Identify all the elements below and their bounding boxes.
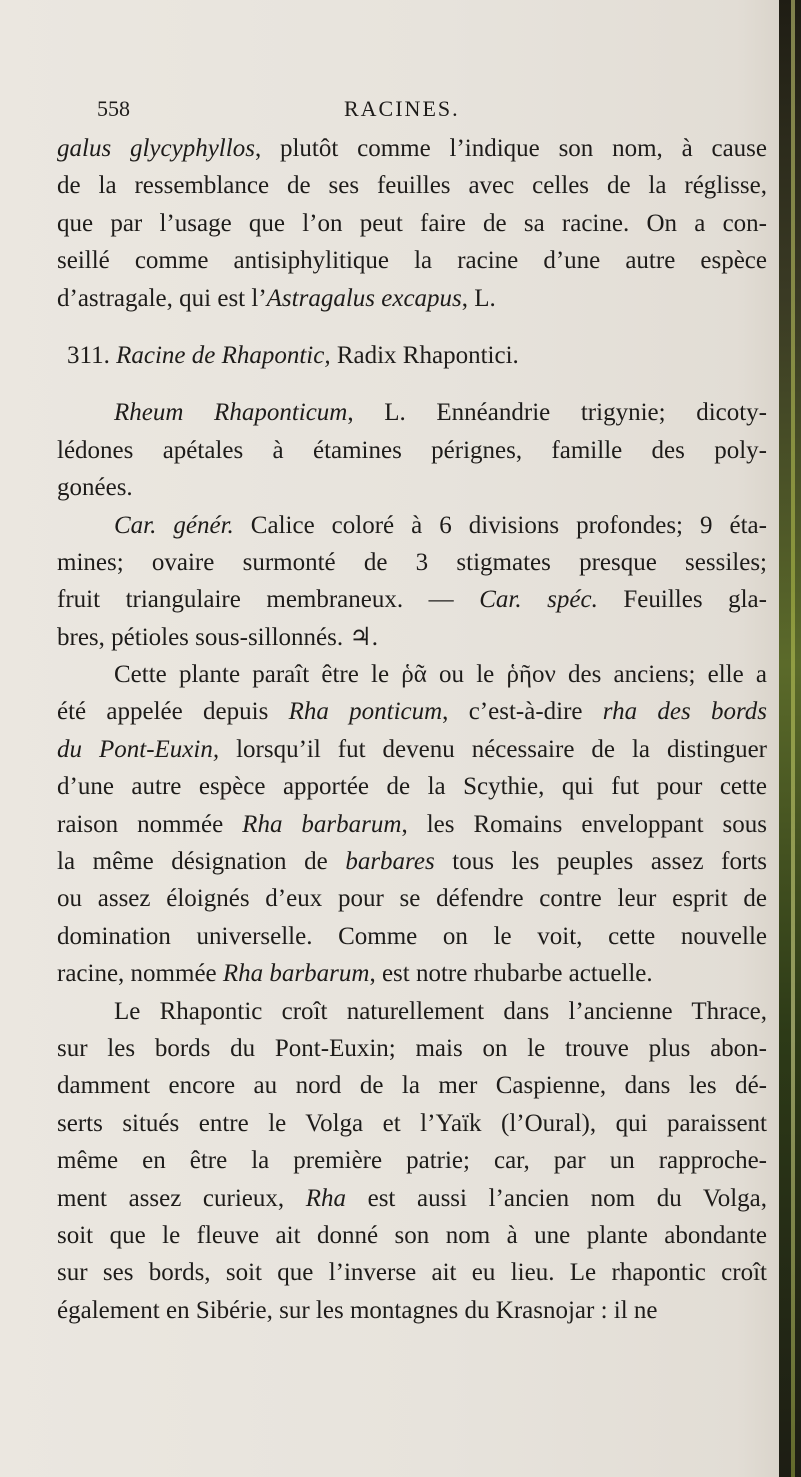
text-line	[57, 242, 767, 279]
italic-text: barbares	[345, 848, 435, 876]
text-span: fruit triangulaire membraneux. —	[57, 586, 480, 614]
text-span: , est notre rhubarbe actuelle.	[369, 960, 653, 988]
italic-text: Rha barbarum	[222, 960, 370, 988]
italic-text: galus glycyphyllos	[57, 135, 255, 162]
text-span: sur ses bords, soit que l’inverse ait eu lieu. Le rhapontic croît	[57, 1259, 767, 1287]
italic-text: Car. spéc.	[479, 586, 598, 614]
text-span: serts situés entre le Volga et l’Yaïk (l’Oural), qui paraissent	[57, 1109, 767, 1137]
text-span: soit que le fleuve ait donné son nom à une plante abondante	[57, 1221, 767, 1249]
italic-text: Racine de Rhapontic,	[116, 341, 331, 369]
text-span: gonées.	[57, 474, 133, 502]
paragraph	[57, 394, 767, 506]
text-line	[57, 880, 767, 917]
text-span: , les Romains enveloppant sous	[401, 810, 767, 838]
text-line	[57, 619, 767, 656]
section-heading	[57, 337, 767, 374]
text-span: , L.	[461, 284, 496, 312]
text-line	[57, 1030, 767, 1067]
text-span: la même désignation de	[57, 848, 346, 876]
text-line	[57, 1105, 767, 1142]
text-span: également en Sibérie, sur les montagnes du Krasnojar : il ne	[57, 1296, 658, 1324]
text-span: Cette plante paraît être le ῥᾶ ou le ῥῆον des anciens; elle a	[114, 661, 767, 689]
page-number: 558	[97, 96, 130, 121]
running-head: RACINES.	[344, 96, 460, 121]
italic-text: Rha barbarum	[242, 810, 402, 838]
text-line	[57, 843, 767, 880]
section-gap	[57, 317, 767, 337]
text-line	[57, 469, 767, 506]
text-line	[57, 656, 767, 693]
text-line	[57, 130, 767, 167]
text-span: racine, nommée	[57, 960, 223, 988]
text-line	[57, 1292, 767, 1329]
text-span: 311.	[67, 341, 117, 369]
text-line	[57, 1254, 767, 1291]
text-span: sur les bords du Pont-Euxin; mais on le trouve plus abon-	[57, 1034, 767, 1062]
text-line	[57, 1180, 767, 1217]
text-span: Calice coloré à 6 divisions profondes; 9 éta-	[233, 511, 767, 539]
text-line	[57, 205, 767, 242]
text-line	[57, 1142, 767, 1179]
page-header	[97, 96, 737, 132]
italic-text: rha des bords	[602, 698, 767, 726]
italic-text: du Pont-Euxin,	[57, 735, 220, 763]
italic-text: Rheum Rhaponticum	[114, 399, 348, 427]
text-line	[57, 693, 767, 730]
text-span: , plutôt comme l’indique son nom, à cause	[254, 135, 767, 162]
text-line	[57, 1067, 767, 1104]
text-span: Feuilles gla-	[597, 586, 767, 614]
text-span: seillé comme antisiphylitique la racine d’une autre espèce	[57, 247, 767, 275]
text-span: lorsqu’il fut devenu nécessaire de la distinguer	[219, 735, 767, 763]
text-line	[57, 993, 767, 1030]
section-gap	[57, 374, 767, 394]
text-span: même en être la première patrie; car, par un rapproche-	[57, 1147, 767, 1175]
text-line	[57, 918, 767, 955]
italic-text: Car. génér.	[114, 511, 234, 539]
text-span: , L. Ennéandrie trigynie; dicoty-	[347, 399, 768, 427]
text-line	[57, 955, 767, 992]
paragraph	[57, 656, 767, 993]
text-span: tous les peuples assez forts	[434, 848, 767, 876]
text-line	[57, 544, 767, 581]
paragraph	[57, 993, 767, 1330]
text-span: été appelée depuis	[57, 698, 289, 726]
text-span: Radix Rhapontici.	[330, 341, 519, 369]
text-span: bres, pétioles sous-sillonnés. ♃.	[57, 623, 378, 651]
text-span: d’astragale, qui est l’	[57, 284, 267, 312]
page-edge-highlight	[791, 0, 795, 1477]
text-span: de la ressemblance de ses feuilles avec celles de la réglisse,	[57, 172, 767, 200]
paragraph	[57, 130, 767, 317]
text-span: mines; ovaire surmonté de 3 stigmates presque sessiles;	[57, 548, 767, 576]
paragraph	[57, 507, 767, 657]
text-span: lédones apétales à étamines pérignes, famille des poly-	[57, 436, 767, 464]
text-line	[57, 167, 767, 204]
text-line	[57, 507, 767, 544]
text-span: damment encore au nord de la mer Caspienne, dans les dé-	[57, 1072, 767, 1100]
text-span: d’une autre espèce apportée de la Scythie, qui fut pour cette	[57, 773, 767, 801]
text-span: , c’est-à-dire	[442, 698, 603, 726]
text-line	[57, 280, 767, 317]
text-line	[57, 768, 767, 805]
text-line	[57, 806, 767, 843]
italic-text: Rha	[305, 1184, 347, 1212]
text-span: ment assez curieux,	[57, 1184, 306, 1212]
text-line	[57, 394, 767, 431]
text-span: que par l’usage que l’on peut faire de sa racine. On a con-	[57, 209, 767, 237]
text-span: ou assez éloignés d’eux pour se défendre contre leur esprit de	[57, 885, 767, 913]
text-line	[57, 731, 767, 768]
text-line	[57, 432, 767, 469]
text-span: raison nommée	[57, 810, 243, 838]
text-span: domination universelle. Comme on le voit, cette nouvelle	[57, 922, 767, 950]
text-span: est aussi l’ancien nom du Volga,	[346, 1184, 767, 1212]
body-text	[57, 130, 767, 1329]
italic-text: Rha ponticum	[288, 698, 443, 726]
italic-text: Astragalus excapus	[266, 284, 462, 312]
text-line	[57, 581, 767, 618]
text-line	[57, 1217, 767, 1254]
text-line	[57, 337, 767, 374]
page-edge-shadow	[779, 0, 801, 1477]
text-span: Le Rhapontic croît naturellement dans l’ancienne Thrace,	[114, 997, 767, 1025]
